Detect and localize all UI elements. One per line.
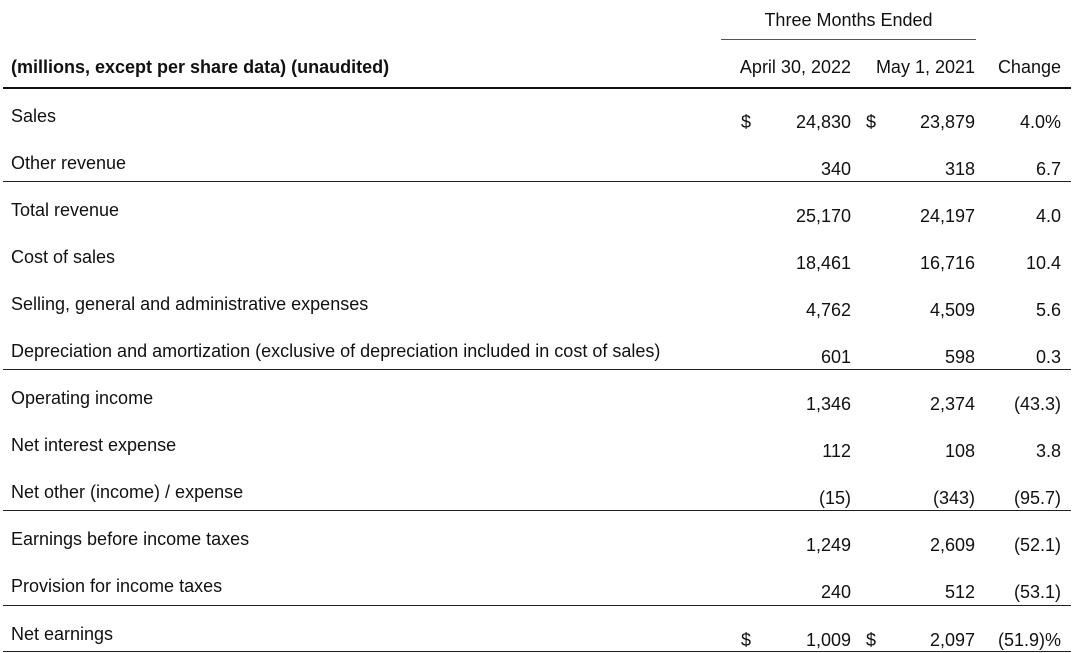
value-col2: 4,509	[929, 300, 975, 320]
value-col1: 1,009	[805, 630, 851, 650]
row-label: Sales	[11, 106, 57, 126]
row-label: Provision for income taxes	[11, 576, 223, 596]
value-col2: 16,716	[919, 253, 975, 273]
value-col2: 598	[944, 347, 975, 367]
value-col1: 18,461	[795, 253, 851, 273]
value-col1: 601	[820, 347, 851, 367]
value-col1: 112	[822, 441, 851, 461]
value-col2: 24,197	[919, 206, 975, 226]
row-label: Net other (income) / expense	[11, 482, 244, 502]
change-value: 4.0	[1035, 206, 1061, 226]
table-row-provision-income-taxes	[0, 576, 1080, 602]
table-row-net-interest-expense	[0, 435, 1080, 461]
change-value: (43.3)	[1013, 394, 1061, 414]
row-label: Net interest expense	[11, 435, 177, 455]
change-value: 0.3	[1035, 347, 1061, 367]
group-header-three-months-ended: Three Months Ended	[764, 10, 933, 30]
change-value: (53.1)	[1013, 582, 1061, 602]
header-divider	[3, 87, 1071, 89]
change-value: (52.1)	[1013, 535, 1061, 555]
change-value: 6.7	[1035, 159, 1061, 179]
header-label: (millions, except per share data) (unaudited)	[11, 57, 390, 77]
value-col2: 2,097	[929, 630, 975, 650]
row-label: Total revenue	[11, 200, 120, 220]
table-row-depreciation-amortization	[0, 341, 1080, 367]
value-col1: 4,762	[805, 300, 851, 320]
row-divider	[3, 181, 1071, 182]
value-col1: 1,249	[805, 535, 851, 555]
row-divider	[3, 605, 1071, 606]
change-value: 10.4	[1025, 253, 1061, 273]
value-col2: 108	[944, 441, 975, 461]
row-divider	[3, 510, 1071, 511]
table-row-sales	[0, 106, 1080, 132]
row-label: Selling, general and administrative expenses	[11, 294, 369, 314]
header-col-may-1-2021: May 1, 2021	[875, 57, 975, 77]
dollar-sign-col2: $	[866, 112, 877, 132]
value-col1: 340	[820, 159, 851, 179]
table-row-net-earnings	[0, 624, 1080, 650]
value-col1: 24,830	[795, 112, 851, 132]
table-header-row	[0, 57, 1080, 81]
value-col2: (343)	[932, 488, 975, 508]
table-row-other-revenue	[0, 153, 1080, 179]
value-col2: 2,374	[929, 394, 975, 414]
group-header-underline	[721, 39, 976, 40]
dollar-sign-col1: $	[741, 630, 752, 650]
value-col1: 1,346	[805, 394, 851, 414]
value-col2: 23,879	[919, 112, 975, 132]
value-col2: 318	[944, 159, 975, 179]
header-col-change: Change	[997, 57, 1061, 77]
row-label: Other revenue	[11, 153, 127, 173]
value-col2: 512	[944, 582, 975, 602]
table-bottom-rule	[3, 651, 1071, 652]
value-col1: (15)	[818, 488, 851, 508]
table-row-operating-income	[0, 388, 1080, 414]
row-label: Cost of sales	[11, 247, 116, 267]
table-row-earnings-before-taxes	[0, 529, 1080, 555]
value-col1: 240	[820, 582, 851, 602]
table-row-sga-expenses	[0, 294, 1080, 320]
dollar-sign-col1: $	[741, 112, 752, 132]
table-row-net-other-income-expense	[0, 482, 1080, 508]
row-label: Earnings before income taxes	[11, 529, 250, 549]
row-label: Net earnings	[11, 624, 114, 644]
row-label: Operating income	[11, 388, 154, 408]
table-row-cost-of-sales	[0, 247, 1080, 273]
header-col-april-30-2022: April 30, 2022	[739, 57, 851, 77]
change-value: 5.6	[1035, 300, 1061, 320]
change-value: 3.8	[1035, 441, 1061, 461]
row-divider	[3, 369, 1071, 370]
table-row-total-revenue	[0, 200, 1080, 226]
dollar-sign-col2: $	[866, 630, 877, 650]
value-col2: 2,609	[929, 535, 975, 555]
row-label: Depreciation and amortization (exclusive of depreciation included in cost of sales)	[11, 341, 661, 361]
change-value: 4.0%	[1019, 112, 1061, 132]
change-value: (95.7)	[1013, 488, 1061, 508]
change-value: (51.9)%	[997, 630, 1061, 650]
value-col1: 25,170	[795, 206, 851, 226]
